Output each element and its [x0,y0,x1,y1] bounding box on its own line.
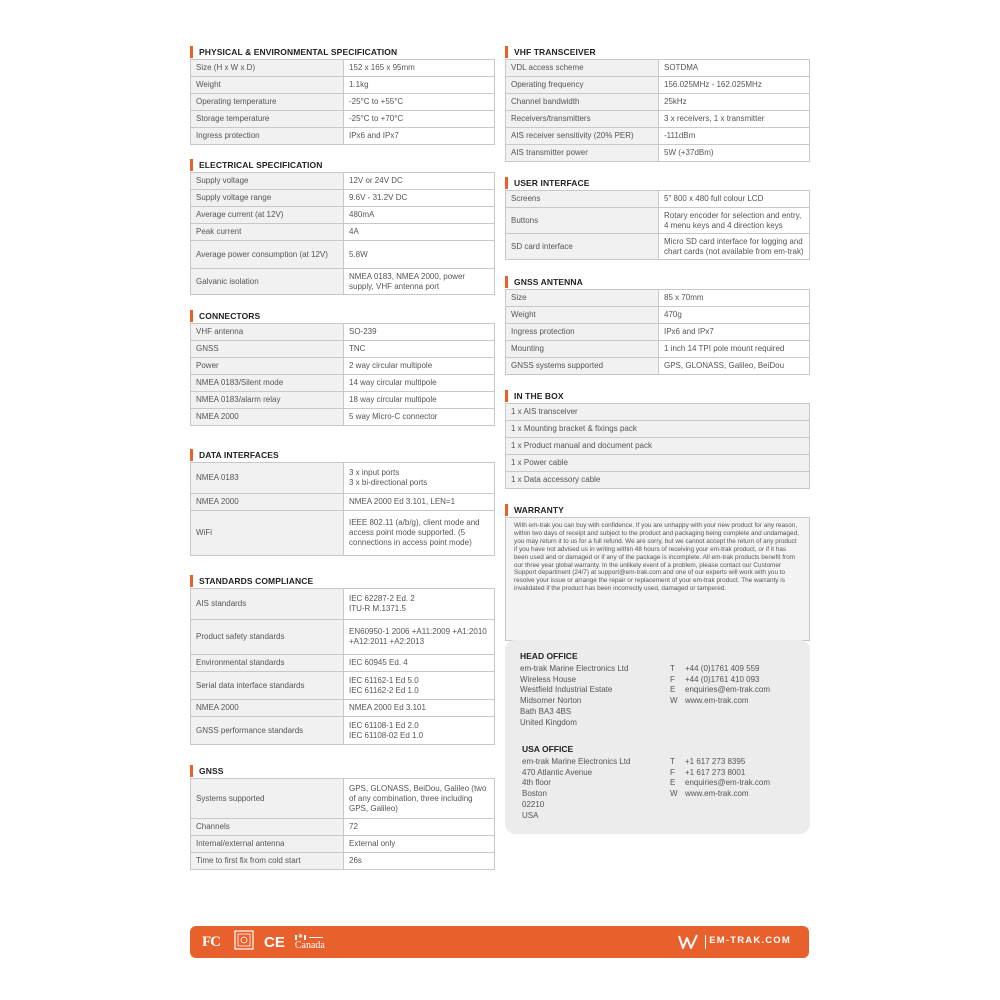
table-row [191,779,495,819]
gnss-section [190,763,495,870]
section-header [505,175,810,190]
section-header [190,447,495,462]
spec-value: IPx6 and IPx7 [344,128,495,145]
table-row [191,463,495,494]
fcc-logo: FC [202,933,220,950]
table-row [506,341,810,358]
spec-key: Supply voltage range [191,190,344,207]
spec-key: Galvanic isolation [191,269,344,295]
spec-value: 1.1kg [344,77,495,94]
spec-key: Weight [191,77,344,94]
spec-value: 5.8W [344,241,495,269]
table-row [191,341,495,358]
section-title: WARRANTY [514,504,564,515]
spec-key: NMEA 2000 [191,700,344,717]
spec-key: Power [191,358,344,375]
spec-value: 3 x input ports 3 x bi-directional ports [344,463,495,494]
spec-value: SO-239 [344,324,495,341]
spec-key: Mounting [506,341,659,358]
user-interface-section [505,175,810,260]
section-header [190,308,495,323]
contact-line [670,757,770,768]
spec-value: 14 way circular multipole [344,375,495,392]
spec-value: GPS, GLONASS, Galileo, BeiDou [659,358,810,375]
contact-label: F [670,674,675,684]
section-header [190,157,495,172]
section-header [505,388,810,403]
list-item-label: 1 x Product manual and document pack [506,438,810,455]
contact-line [670,778,770,789]
spec-key: NMEA 0183/Silent mode [191,375,344,392]
section-title: IN THE BOX [514,390,564,401]
spec-value: Rotary encoder for selection and entry, 4 menu keys and 4 direction keys [659,208,810,234]
table-row [506,145,810,162]
address-line: 470 Atlantic Avenue [522,767,593,777]
head-office-title: HEAD OFFICE [520,651,578,661]
head-office-contacts [670,664,770,707]
contact-line [670,664,770,675]
table-row [191,392,495,409]
address-line: United Kingdom [520,717,577,727]
table-row [191,853,495,870]
table-row [506,208,810,234]
spec-key: Channel bandwidth [506,94,659,111]
spec-table [505,289,810,375]
spec-value: IEC 62287-2 Ed. 2 ITU-R M.1371.5 [344,589,495,620]
spec-value: External only [344,836,495,853]
spec-key: Ingress protection [191,128,344,145]
table-row [506,307,810,324]
table-row [191,77,495,94]
table-row [191,207,495,224]
section-title: PHYSICAL & ENVIRONMENTAL SPECIFICATION [199,46,398,57]
spec-table [190,462,495,556]
spec-value: 152 x 165 x 95mm [344,60,495,77]
spec-value: -111dBm [659,128,810,145]
section-header [505,44,810,59]
footer-divider [705,935,706,949]
spec-value: NMEA 0183, NMEA 2000, power supply, VHF antenna port [344,269,495,295]
spec-key: Size (H x W x D) [191,60,344,77]
spec-value: 25kHz [659,94,810,111]
table-row [191,511,495,556]
table-row [191,819,495,836]
spec-value: 5" 800 x 480 full colour LCD [659,191,810,208]
contact-label: T [670,664,675,673]
spec-value: 5W (+37dBm) [659,145,810,162]
spec-key: WiFi [191,511,344,556]
spec-value: NMEA 2000 Ed 3.101, LEN=1 [344,494,495,511]
section-header [505,502,810,517]
ce-logo: CE [264,933,285,951]
section-header [190,573,495,588]
list-item-label: 1 x AIS transceiver [506,404,810,421]
contact-label: W [670,696,678,706]
spec-key: VHF antenna [191,324,344,341]
contact-line [670,696,770,707]
section-header [505,274,810,289]
table-row [191,224,495,241]
spec-key: NMEA 0183 [191,463,344,494]
spec-value: IPx6 and IPx7 [659,324,810,341]
spec-value: SOTDMA [659,60,810,77]
section-title: VHF TRANSCEIVER [514,46,596,57]
warranty-section [505,502,810,641]
spec-value: 5 way Micro-C connector [344,409,495,426]
spec-table [190,588,495,745]
spec-value: 4A [344,224,495,241]
spec-value: 480mA [344,207,495,224]
spec-key: GNSS performance standards [191,717,344,745]
address-line: em-trak Marine Electronics Ltd [522,757,631,766]
spec-key: Peak current [191,224,344,241]
address-line: Boston [522,789,547,799]
spec-table [190,778,495,870]
gnss-antenna-section [505,274,810,375]
table-row [506,77,810,94]
spec-key: GNSS systems supported [506,358,659,375]
table-row [191,241,495,269]
address-line: Westfield Industrial Estate [520,685,613,695]
spec-key: Average power consumption (at 12V) [191,241,344,269]
spec-key: VDL access scheme [506,60,659,77]
list-item-label: 1 x Power cable [506,455,810,472]
table-row [191,655,495,672]
address-line: em-trak Marine Electronics Ltd [520,664,629,673]
data-interfaces-section [190,447,495,556]
list-item-label: 1 x Mounting bracket & fixings pack [506,421,810,438]
spec-key: Product safety standards [191,620,344,655]
contact-value[interactable]: enquiries@em-trak.com [685,778,771,788]
table-row [191,111,495,128]
list-item [506,421,810,438]
spec-value: 72 [344,819,495,836]
spec-key: Supply voltage [191,173,344,190]
section-title: GNSS ANTENNA [514,276,583,287]
table-row [191,60,495,77]
list-item [506,455,810,472]
address-line: Bath BA3 4BS [520,706,572,716]
table-row [191,589,495,620]
list-item [506,438,810,455]
spec-table [190,172,495,295]
address-line: 4th floor [522,778,551,788]
spec-value: 470g [659,307,810,324]
usa-office-title: USA OFFICE [522,744,574,754]
box-list [505,403,810,489]
spec-value: -25°C to +70°C [344,111,495,128]
usa-office-contacts [670,757,770,800]
physical-section [190,44,495,145]
spec-value: IEEE 802.11 (a/b/g), client mode and access point mode supported. (5 connections in access point mode) [344,511,495,556]
section-header [190,763,495,778]
spec-value: NMEA 2000 Ed 3.101 [344,700,495,717]
spec-value: TNC [344,341,495,358]
spec-value: 85 x 70mm [659,290,810,307]
table-row [506,111,810,128]
spec-value: EN60950-1 2006 +A11:2009 +A1:2010 +A12:2011 +A2:2013 [344,620,495,655]
list-item-label: 1 x Data accessory cable [506,472,810,489]
section-title: USER INTERFACE [514,177,590,188]
contact-value[interactable]: enquiries@em-trak.com [685,685,771,695]
spec-value: 9.6V - 31.2V DC [344,190,495,207]
list-item [506,472,810,489]
spec-key: Operating frequency [506,77,659,94]
contact-value: +1 617 273 8001 [685,767,746,777]
section-title: STANDARDS COMPLIANCE [199,575,314,586]
table-row [506,324,810,341]
spec-value: IEC 61108-1 Ed 2.0 IEC 61108-02 Ed 1.0 [344,717,495,745]
canada-logo [295,934,325,950]
table-row [191,173,495,190]
spec-key: Average current (at 12V) [191,207,344,224]
spec-key: NMEA 0183/alarm relay [191,392,344,409]
spec-key: Ingress protection [506,324,659,341]
usa-office-address [522,757,630,821]
table-row [191,717,495,745]
em-trak-logo-icon [677,932,699,957]
warranty-text: With em-trak you can buy with confidence. If you are unhappy with your new product for any reason, within two days of receipt and subject to the product and packaging being complete and undamaged, you may return it to us for a full refund. We are sorry, but we cannot accept the return of any product if you have not advised us in writing within 48 hours of receiving your em-trak product, or if it has been used and or damaged or if any of the package is incomplete. All em-trak products benefit from our three year global warranty. In the unlikely event of a problem, please contact our Customer Support department (24/7) at support@em-trak.com and one of our experts will work with you to resolve your issue or arrange the repair or replacement of your em-trak product. The warranty is invalidated if the product has been incorrectly used, damaged or tampered. [505,517,810,641]
table-row [506,290,810,307]
standards-section [190,573,495,745]
connectors-section [190,308,495,426]
contact-label: W [670,789,678,799]
spec-value: IEC 60945 Ed. 4 [344,655,495,672]
section-title: ELECTRICAL SPECIFICATION [199,159,323,170]
table-row [191,375,495,392]
spec-key: Buttons [506,208,659,234]
spec-table [190,59,495,145]
address-line: Wireless House [520,674,577,684]
spec-table [505,190,810,260]
spec-table [505,59,810,162]
spec-value: 26s [344,853,495,870]
spec-key: Time to first fix from cold start [191,853,344,870]
spec-value: -25°C to +55°C [344,94,495,111]
table-row [191,836,495,853]
spec-key: NMEA 2000 [191,494,344,511]
spec-key: SD card interface [506,234,659,260]
spec-key: Operating temperature [191,94,344,111]
spec-value: IEC 61162-1 Ed 5.0 IEC 61162-2 Ed 1.0 [344,672,495,700]
table-row [191,190,495,207]
table-row [191,324,495,341]
vhf-section [505,44,810,162]
in-the-box-section [505,388,810,489]
contact-value: +44 (0)1761 409 559 [685,664,760,673]
section-header [190,44,495,59]
spec-value: 2 way circular multipole [344,358,495,375]
spec-value: GPS, GLONASS, BeiDou, Galileo (two of any combination, three including GPS, Galileo) [344,779,495,819]
spec-key: Channels [191,819,344,836]
spec-key: NMEA 2000 [191,409,344,426]
contact-value[interactable]: www.em-trak.com [685,696,749,706]
table-row [506,128,810,145]
spec-key: Screens [506,191,659,208]
right-column [505,44,810,641]
table-row [191,620,495,655]
brand-link[interactable]: EM-TRAK.COM [709,935,791,946]
spec-key: Serial data interface standards [191,672,344,700]
contact-label: F [670,767,675,777]
spec-key: AIS receiver sensitivity (20% PER) [506,128,659,145]
contact-line [670,685,770,696]
spec-value: 1 inch 14 TPI pole mount required [659,341,810,358]
left-column [190,44,495,870]
spec-key: Internal/external antenna [191,836,344,853]
address-line: Midsomer Norton [520,696,582,706]
spec-key: AIS standards [191,589,344,620]
certification-logos [202,931,325,953]
contact-label: T [670,757,675,766]
spec-key: Storage temperature [191,111,344,128]
spec-value: Micro SD card interface for logging and chart cards (not available from em-trak) [659,234,810,260]
canada-wordmark: Canada [294,940,325,951]
address-line: USA [522,810,539,820]
contact-label: E [670,685,676,695]
table-row [506,94,810,111]
section-title: GNSS [199,765,224,776]
spec-value: 12V or 24V DC [344,173,495,190]
section-title: DATA INTERFACES [199,449,279,460]
table-row [191,94,495,111]
office-panel [505,640,810,834]
spec-key: Receivers/transmitters [506,111,659,128]
spec-key: Environmental standards [191,655,344,672]
spec-key: Weight [506,307,659,324]
contact-value[interactable]: www.em-trak.com [685,789,749,799]
spec-key: Systems supported [191,779,344,819]
contact-line [670,789,770,800]
table-row [191,700,495,717]
table-row [191,672,495,700]
spec-value: 156.025MHz - 162.025MHz [659,77,810,94]
spec-value: 3 x receivers, 1 x transmitter [659,111,810,128]
list-item [506,404,810,421]
table-row [191,409,495,426]
table-row [191,269,495,295]
contact-label: E [670,778,676,788]
table-row [506,60,810,77]
spec-table [190,323,495,426]
head-office-address [520,664,628,728]
spec-key: GNSS [191,341,344,358]
electrical-section [190,157,495,295]
address-line: 02210 [522,799,545,809]
spec-key: AIS transmitter power [506,145,659,162]
canada-flag-icon: ❅ [295,934,325,941]
contact-line [670,768,770,779]
contact-value: +1 617 273 8395 [685,757,746,766]
footer-bar [190,926,809,958]
table-row [191,358,495,375]
section-title: CONNECTORS [199,310,261,321]
table-row [506,358,810,375]
contact-value: +44 (0)1761 410 093 [685,674,760,684]
table-row [191,128,495,145]
spec-value: 18 way circular multipole [344,392,495,409]
contact-line [670,675,770,686]
table-row [506,234,810,260]
table-row [506,191,810,208]
table-row [191,494,495,511]
spec-key: Size [506,290,659,307]
seal-icon [234,930,254,955]
